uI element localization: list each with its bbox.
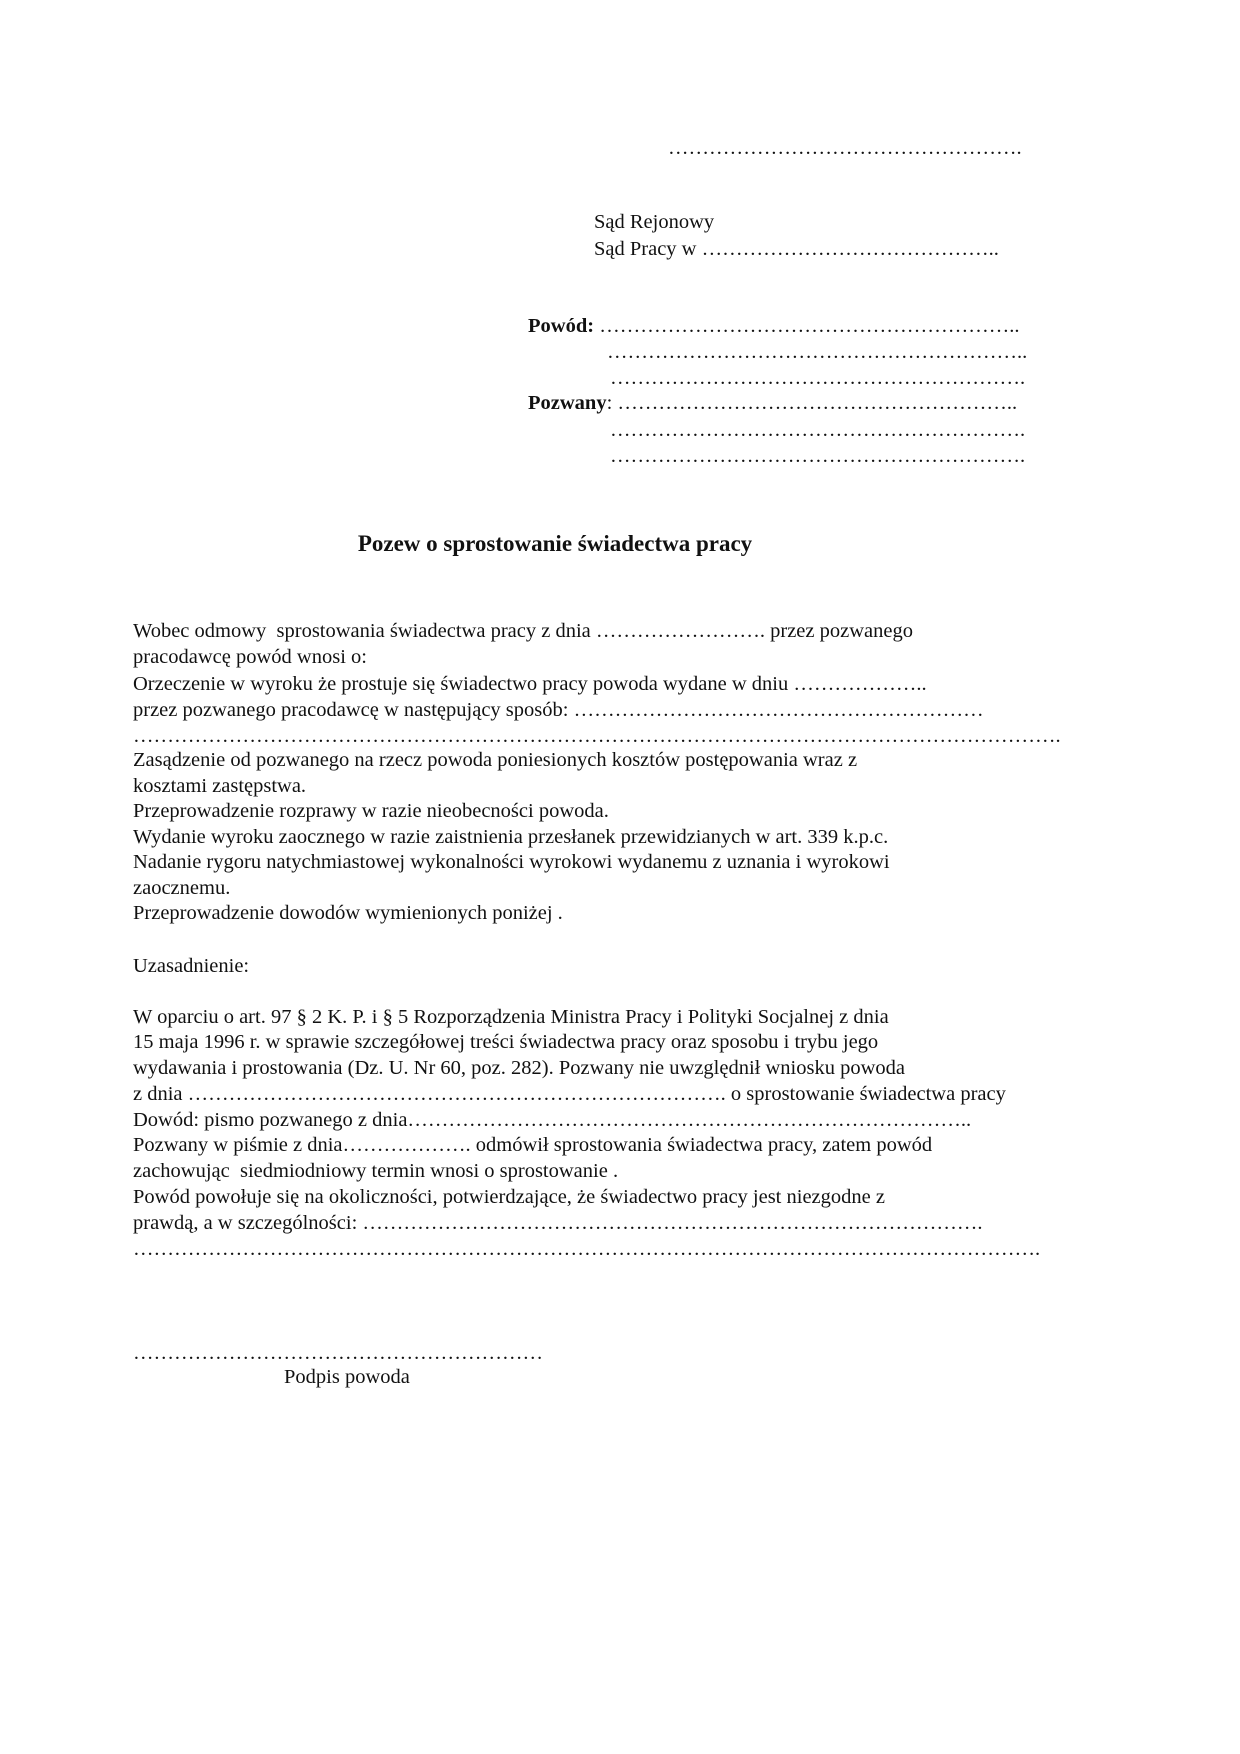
body-line: Wydanie wyroku zaocznego w razie zaistnienia przesłanek przewidzianych w art. 339 k.p.c. <box>133 826 889 848</box>
body-line: ………………………………………………………………………………………………………………………. <box>133 725 1061 747</box>
body-line: pracodawcę powód wnosi o: <box>133 646 367 668</box>
body-line: z dnia ……………………………………………………………………. o sprostowanie świadectwa pracy <box>133 1083 1006 1105</box>
body-line: ……………………………………………………………………………………………………………………. <box>133 1238 1041 1260</box>
body-line: W oparciu o art. 97 § 2 K. P. i § 5 Rozporządzenia Ministra Pracy i Polityki Socjalnej z dnia <box>133 1006 889 1028</box>
court-division: Sąd Pracy w …………………………………….. <box>594 238 999 260</box>
signature-line: …………………………………………………… <box>133 1342 543 1364</box>
place-date-field: ……………………………………………. <box>668 137 1022 159</box>
plaintiff-field: …………………………………………………….. <box>607 341 1028 363</box>
defendant-line <box>528 391 1017 415</box>
body-line: zaocznemu. <box>133 877 231 899</box>
defendant-field: : ………………………………………………….. <box>606 392 1018 414</box>
document-title: Pozew o sprostowanie świadectwa pracy <box>357 531 753 556</box>
body-line: Dowód: pismo pozwanego z dnia……………………………………………………………………….. <box>133 1109 972 1131</box>
body-line: Przeprowadzenie dowodów wymienionych poniżej . <box>133 902 563 924</box>
plaintiff-field: …………………………………………………….. <box>594 315 1020 337</box>
plaintiff-label: Powód: <box>528 315 595 337</box>
court-name: Sąd Rejonowy <box>594 211 715 233</box>
body-line: Orzeczenie w wyroku że prostuje się świadectwo pracy powoda wydane w dniu ……………….. <box>133 673 927 695</box>
body-line: Przeprowadzenie rozprawy w razie nieobecności powoda. <box>133 800 609 822</box>
body-line: wydawania i prostowania (Dz. U. Nr 60, poz. 282). Pozwany nie uwzględnił wniosku powoda <box>133 1057 906 1079</box>
justification-heading: Uzasadnienie: <box>133 955 250 977</box>
defendant-label: Pozwany <box>528 392 607 414</box>
body-line: prawdą, a w szczególności: ………………………………………………………………………………. <box>133 1212 983 1234</box>
body-line: zachowując siedmiodniowy termin wnosi o sprostowanie . <box>133 1160 619 1182</box>
body-line: Nadanie rygoru natychmiastowej wykonalności wyrokowi wydanemu z uznania i wyrokowi <box>133 851 890 873</box>
defendant-field: ……………………………………………………. <box>610 419 1026 441</box>
body-line: Powód powołuje się na okoliczności, potwierdzające, że świadectwo pracy jest niezgodne z <box>133 1186 885 1208</box>
body-line: Wobec odmowy sprostowania świadectwa pracy z dnia ……………………. przez pozwanego <box>133 620 913 642</box>
body-line: kosztami zastępstwa. <box>133 775 307 797</box>
body-line: 15 maja 1996 r. w sprawie szczegółowej treści świadectwa pracy oraz sposobu i trybu jego <box>133 1031 879 1053</box>
body-line: Pozwany w piśmie z dnia………………. odmówił sprostowania świadectwa pracy, zatem powód <box>133 1134 933 1156</box>
plaintiff-line <box>528 314 1019 338</box>
defendant-field: ……………………………………………………. <box>610 445 1026 467</box>
body-line: Zasądzenie od pozwanego na rzecz powoda poniesionych kosztów postępowania wraz z <box>133 749 858 771</box>
signature-label: Podpis powoda <box>284 1366 410 1388</box>
body-line: przez pozwanego pracodawcę w następujący sposób: …………………………………………………… <box>133 699 984 721</box>
plaintiff-field: ……………………………………………………. <box>610 367 1026 389</box>
